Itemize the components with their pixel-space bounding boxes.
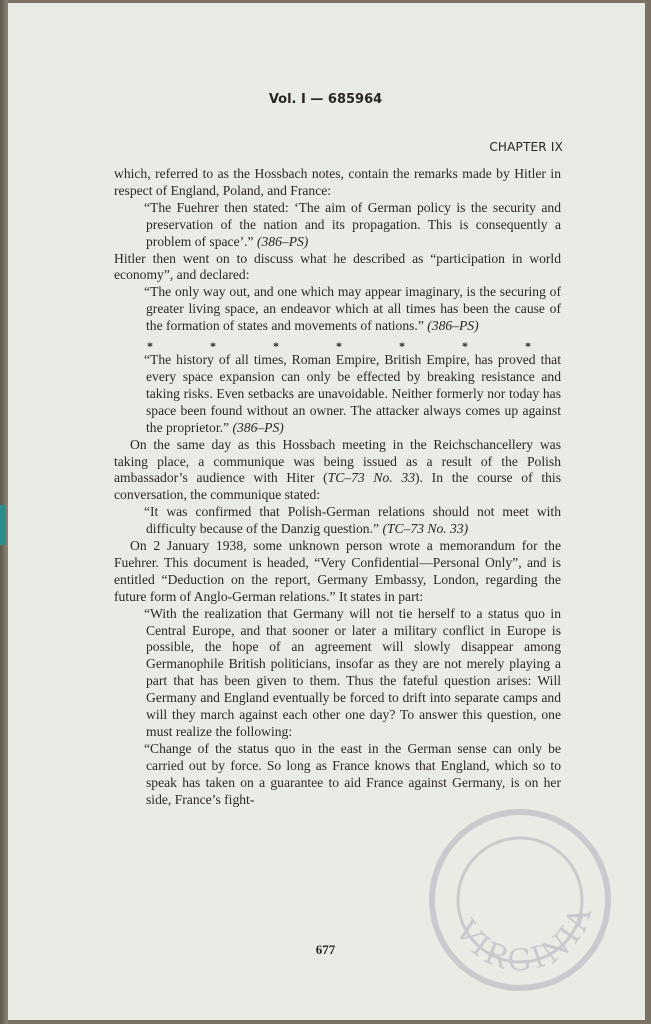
citation: TC–73 No. 33 xyxy=(327,470,415,486)
star: * xyxy=(525,339,531,354)
paragraph: Hitler then went on to discuss what he described as “participation in world economy”, and declared: xyxy=(114,250,561,283)
volume-header: Vol. I — 685964 xyxy=(268,92,383,107)
star: * xyxy=(462,339,468,354)
star: * xyxy=(210,339,216,354)
library-seal-stamp xyxy=(420,805,620,995)
star: * xyxy=(147,339,153,354)
paragraph: On 2 January 1938, some unknown person wrote a memorandum for the Fuehrer. This document is headed, “Very Confidential—Personal Only”, and is entitled “Deduction on the report, Germany Embassy, London, regarding the future form of Anglo-German relations.” It states in part: xyxy=(114,538,561,604)
star: * xyxy=(399,339,405,354)
star: * xyxy=(336,339,342,354)
tab-marker xyxy=(0,505,5,545)
block-quote: “Change of the status quo in the east in the German sense can only be carried out by force. So long as France knows that England, which so to speak has taken on a guarantee to aid France against Germany, is on her side, France’s fight- xyxy=(144,740,561,807)
chapter-heading: CHAPTER IX xyxy=(489,140,563,154)
citation: (TC–73 No. 33) xyxy=(382,521,469,537)
seal-text: VIRGINIA xyxy=(447,899,601,979)
block-quote: “The only way out, and one which may appear imaginary, is the securing of greater living space, an endeavor which at all times has been the cause of the formation of states and movements of nations.” (386–PS) xyxy=(144,284,561,334)
citation: (386–PS) xyxy=(256,233,309,249)
block-quote: “It was confirmed that Polish-German relations should not meet with difficulty because of the Danzig question.” (TC–73 No. 33) xyxy=(144,504,561,537)
citation: (386–PS) xyxy=(232,419,284,435)
body-text xyxy=(114,166,561,809)
block-quote: “The Fuehrer then stated: ‘The aim of German policy is the security and preservation of the nation and its propagation. This is consequently a problem of space’.” (386–PS) xyxy=(144,199,561,249)
citation: (386–PS) xyxy=(427,318,479,334)
block-quote: “With the realization that Germany will not tie herself to a status quo in Central Europe, and that sooner or later a military conflict in Europe is possible, the hope of an agreement will slowly disappear among Germanophile British politicians, insofar as they are not merely playing a part that has been given to them. Thus the fateful question arises: Will Germany and England eventually be forced to drift into separate camps and will they march against each other one day? To answer this question, one must realize the following: xyxy=(144,605,561,739)
paragraph: which, referred to as the Hossbach notes, contain the remarks made by Hitler in respect of England, Poland, and France: xyxy=(114,166,561,198)
star: * xyxy=(273,339,279,354)
ellipsis-stars xyxy=(147,335,561,352)
paragraph: On the same day as this Hossbach meeting in the Reichschancellery was taking place, a communique was being issued as a result of the Polish ambassador’s audience with Hiter (TC–73 No. 33). In the course of this conversation, the communique stated: xyxy=(114,436,562,503)
page-number: 677 xyxy=(315,942,336,957)
block-quote: “The history of all times, Roman Empire, British Empire, has proved that every space expansion can only be effected by breaking resistance and taking risks. Even setbacks are unavoidable. Neither formerly nor today has space been found without an owner. The attacker always comes up against the proprietor.” (386–PS) xyxy=(144,352,561,435)
